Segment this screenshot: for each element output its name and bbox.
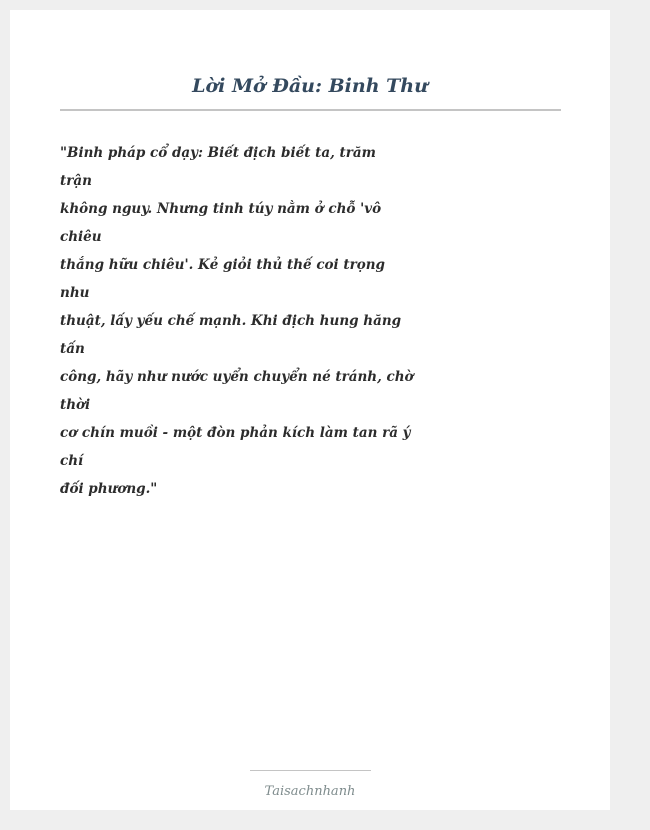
body-line: cơ chín muồi - một đòn phản kích làm tan rã ý	[60, 425, 411, 441]
body-line: thời	[60, 397, 91, 413]
page-title: Lời Mở Đầu: Binh Thư	[192, 75, 428, 97]
body-line: tấn	[60, 341, 85, 357]
footer-source: Taisachnhanh	[264, 784, 356, 799]
body-line: chí	[60, 453, 84, 469]
body-line: thuật, lấy yếu chế mạnh. Khi địch hung hăng	[60, 313, 402, 329]
body-line: nhu	[60, 285, 90, 301]
body-line: "Binh pháp cổ dạy: Biết địch biết ta, trăm	[60, 145, 376, 161]
document-page	[10, 10, 610, 810]
body-text	[60, 139, 414, 503]
title-divider	[60, 109, 561, 111]
body-line: đối phương."	[60, 481, 158, 497]
body-line: thắng hữu chiêu'. Kẻ giỏi thủ thế coi trọng	[60, 257, 385, 273]
body-line: trận	[60, 173, 92, 189]
body-line: công, hãy như nước uyển chuyển né tránh, chờ	[60, 369, 414, 385]
footer-divider	[250, 770, 371, 771]
body-line: không nguy. Nhưng tinh túy nằm ở chỗ 'vô	[60, 201, 382, 217]
body-line: chiêu	[60, 229, 102, 245]
